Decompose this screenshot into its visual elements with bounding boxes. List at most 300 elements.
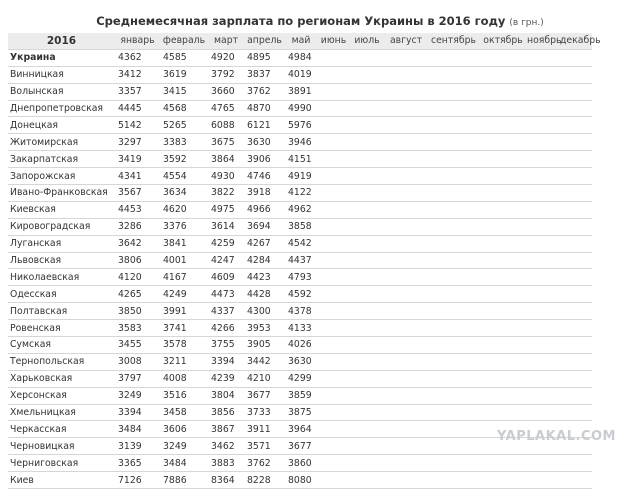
salary-cell: [384, 117, 428, 134]
region-name: Николаевская: [8, 269, 115, 286]
salary-cell: [384, 455, 428, 472]
salary-cell: [527, 472, 560, 489]
salary-cell: 8364: [208, 472, 244, 489]
salary-cell: 4265: [115, 286, 160, 303]
salary-cell: [384, 185, 428, 202]
salary-cell: [428, 83, 479, 100]
salary-cell: [479, 472, 527, 489]
salary-cell: 4966: [244, 201, 285, 218]
salary-cell: 4267: [244, 235, 285, 252]
salary-cell: [428, 303, 479, 320]
salary-cell: [384, 370, 428, 387]
salary-cell: 3249: [115, 387, 160, 404]
salary-cell: [428, 370, 479, 387]
salary-cell: [350, 337, 384, 354]
salary-cell: [350, 49, 384, 66]
salary-cell: [560, 269, 592, 286]
region-name: Донецкая: [8, 117, 115, 134]
salary-cell: [317, 252, 350, 269]
salary-cell: 4019: [285, 66, 317, 83]
salary-cell: [384, 151, 428, 168]
salary-cell: [560, 387, 592, 404]
salary-cell: [428, 134, 479, 151]
table-row: [8, 472, 592, 489]
salary-table: [8, 33, 601, 489]
table-row: [8, 134, 592, 151]
salary-cell: [527, 269, 560, 286]
region-name: Волынская: [8, 83, 115, 100]
salary-cell: 3619: [160, 66, 208, 83]
month-header: апрель: [244, 33, 285, 49]
salary-cell: [560, 455, 592, 472]
salary-cell: [384, 168, 428, 185]
salary-cell: 3856: [208, 404, 244, 421]
salary-cell: [527, 252, 560, 269]
salary-cell: 3918: [244, 185, 285, 202]
salary-cell: [317, 235, 350, 252]
salary-cell: 4453: [115, 201, 160, 218]
salary-cell: [350, 353, 384, 370]
page-title: [0, 14, 640, 28]
salary-cell: 3630: [285, 353, 317, 370]
table-row: [8, 320, 592, 337]
salary-cell: 3211: [160, 353, 208, 370]
salary-cell: [317, 83, 350, 100]
table-row: [8, 286, 592, 303]
month-header: февраль: [160, 33, 208, 49]
salary-cell: 4975: [208, 201, 244, 218]
month-header: март: [208, 33, 244, 49]
salary-cell: [479, 100, 527, 117]
salary-cell: 4765: [208, 100, 244, 117]
salary-cell: [560, 472, 592, 489]
salary-cell: [560, 286, 592, 303]
salary-cell: [350, 421, 384, 438]
salary-cell: [479, 134, 527, 151]
salary-cell: [479, 201, 527, 218]
region-name: Львовская: [8, 252, 115, 269]
salary-cell: [527, 100, 560, 117]
salary-cell: 3571: [244, 438, 285, 455]
salary-cell: [350, 117, 384, 134]
table-row: [8, 252, 592, 269]
salary-cell: [317, 370, 350, 387]
region-name: Кировоградская: [8, 218, 115, 235]
salary-cell: 3516: [160, 387, 208, 404]
table-row: [8, 370, 592, 387]
salary-cell: [428, 472, 479, 489]
salary-cell: [350, 286, 384, 303]
salary-cell: [350, 320, 384, 337]
salary-cell: [428, 235, 479, 252]
salary-cell: 4247: [208, 252, 244, 269]
salary-cell: [350, 303, 384, 320]
salary-cell: [384, 421, 428, 438]
salary-cell: [317, 286, 350, 303]
region-name: Киевская: [8, 201, 115, 218]
salary-cell: 4437: [285, 252, 317, 269]
region-name: Черниговская: [8, 455, 115, 472]
region-name: Черкасская: [8, 421, 115, 438]
salary-cell: [527, 66, 560, 83]
salary-cell: 3578: [160, 337, 208, 354]
salary-cell: 3484: [160, 455, 208, 472]
region-name: Ивано-Франковская: [8, 185, 115, 202]
salary-cell: [317, 303, 350, 320]
salary-cell: [317, 404, 350, 421]
salary-cell: [527, 286, 560, 303]
salary-cell: 3394: [115, 404, 160, 421]
salary-cell: 3642: [115, 235, 160, 252]
salary-cell: [527, 353, 560, 370]
salary-cell: [560, 353, 592, 370]
salary-cell: 4984: [285, 49, 317, 66]
salary-cell: [428, 252, 479, 269]
salary-cell: [479, 252, 527, 269]
salary-cell: 3891: [285, 83, 317, 100]
salary-cell: [527, 168, 560, 185]
salary-cell: 4445: [115, 100, 160, 117]
salary-cell: [384, 49, 428, 66]
salary-cell: 4026: [285, 337, 317, 354]
table-body: [8, 49, 592, 488]
salary-cell: 3797: [115, 370, 160, 387]
salary-cell: [317, 455, 350, 472]
salary-cell: [560, 100, 592, 117]
salary-cell: [384, 134, 428, 151]
salary-cell: 3286: [115, 218, 160, 235]
watermark: YAPLAKAL.COM: [497, 429, 616, 444]
salary-cell: 4284: [244, 252, 285, 269]
salary-cell: [317, 185, 350, 202]
salary-cell: [350, 201, 384, 218]
salary-cell: 4122: [285, 185, 317, 202]
salary-cell: [479, 370, 527, 387]
salary-cell: 3804: [208, 387, 244, 404]
salary-cell: 3442: [244, 353, 285, 370]
salary-cell: [527, 455, 560, 472]
salary-cell: [384, 218, 428, 235]
salary-cell: [384, 252, 428, 269]
salary-cell: [428, 286, 479, 303]
salary-cell: [428, 404, 479, 421]
salary-cell: 3008: [115, 353, 160, 370]
salary-cell: 3455: [115, 337, 160, 354]
salary-cell: [428, 49, 479, 66]
table-row: [8, 100, 592, 117]
salary-cell: [384, 387, 428, 404]
salary-cell: [350, 438, 384, 455]
salary-cell: [384, 404, 428, 421]
salary-cell: 4919: [285, 168, 317, 185]
salary-cell: [317, 421, 350, 438]
salary-cell: [479, 49, 527, 66]
salary-cell: 3755: [208, 337, 244, 354]
salary-cell: [317, 49, 350, 66]
salary-cell: 4793: [285, 269, 317, 286]
salary-cell: 3415: [160, 83, 208, 100]
salary-cell: 8080: [285, 472, 317, 489]
salary-cell: 3741: [160, 320, 208, 337]
salary-cell: [317, 201, 350, 218]
salary-cell: [428, 100, 479, 117]
salary-cell: [317, 353, 350, 370]
salary-cell: [350, 134, 384, 151]
salary-cell: 3677: [244, 387, 285, 404]
salary-cell: [479, 168, 527, 185]
region-name: Закарпатская: [8, 151, 115, 168]
salary-cell: 3419: [115, 151, 160, 168]
salary-cell: 3583: [115, 320, 160, 337]
salary-cell: [560, 201, 592, 218]
salary-cell: [428, 353, 479, 370]
salary-cell: 4895: [244, 49, 285, 66]
salary-cell: 3964: [285, 421, 317, 438]
salary-cell: 4962: [285, 201, 317, 218]
table-row: [8, 337, 592, 354]
salary-cell: [560, 66, 592, 83]
salary-cell: 3297: [115, 134, 160, 151]
salary-cell: 4210: [244, 370, 285, 387]
salary-cell: 4554: [160, 168, 208, 185]
salary-cell: [479, 218, 527, 235]
salary-cell: 4620: [160, 201, 208, 218]
salary-cell: [384, 100, 428, 117]
salary-cell: [350, 151, 384, 168]
salary-cell: [350, 218, 384, 235]
salary-cell: 4990: [285, 100, 317, 117]
salary-cell: 4249: [160, 286, 208, 303]
salary-cell: 4001: [160, 252, 208, 269]
region-name: Запорожская: [8, 168, 115, 185]
salary-cell: 4151: [285, 151, 317, 168]
salary-cell: [428, 455, 479, 472]
salary-cell: 4592: [285, 286, 317, 303]
region-name: Хмельницкая: [8, 404, 115, 421]
salary-cell: 3860: [285, 455, 317, 472]
salary-cell: 5976: [285, 117, 317, 134]
salary-cell: 3484: [115, 421, 160, 438]
salary-cell: 3376: [160, 218, 208, 235]
salary-cell: [317, 151, 350, 168]
salary-cell: 3905: [244, 337, 285, 354]
salary-cell: [428, 117, 479, 134]
salary-cell: 3634: [160, 185, 208, 202]
salary-cell: [527, 404, 560, 421]
salary-cell: [350, 100, 384, 117]
region-name: Одесская: [8, 286, 115, 303]
salary-cell: 3677: [285, 438, 317, 455]
table-row: [8, 353, 592, 370]
salary-cell: [527, 370, 560, 387]
salary-cell: [527, 320, 560, 337]
region-name: Украина: [8, 49, 115, 66]
salary-cell: 7886: [160, 472, 208, 489]
salary-cell: 3606: [160, 421, 208, 438]
salary-cell: 3991: [160, 303, 208, 320]
salary-cell: [527, 117, 560, 134]
salary-cell: 4609: [208, 269, 244, 286]
salary-cell: [350, 370, 384, 387]
salary-cell: [350, 66, 384, 83]
table-row: [8, 168, 592, 185]
salary-cell: [317, 472, 350, 489]
salary-cell: [560, 235, 592, 252]
salary-cell: [479, 286, 527, 303]
salary-cell: [317, 134, 350, 151]
year-header: 2016: [8, 33, 115, 49]
salary-cell: [350, 252, 384, 269]
salary-cell: 4133: [285, 320, 317, 337]
salary-cell: [560, 320, 592, 337]
salary-cell: 3458: [160, 404, 208, 421]
table-row: [8, 185, 592, 202]
salary-cell: 3675: [208, 134, 244, 151]
salary-cell: [317, 269, 350, 286]
salary-cell: [428, 438, 479, 455]
salary-cell: [428, 337, 479, 354]
salary-cell: [384, 303, 428, 320]
salary-cell: [527, 387, 560, 404]
salary-cell: [479, 151, 527, 168]
region-name: Черновицкая: [8, 438, 115, 455]
salary-cell: 3660: [208, 83, 244, 100]
salary-cell: [350, 472, 384, 489]
salary-cell: [350, 168, 384, 185]
salary-cell: [384, 353, 428, 370]
region-name: Киев: [8, 472, 115, 489]
month-header: январь: [115, 33, 160, 49]
salary-cell: 3806: [115, 252, 160, 269]
salary-cell: [560, 404, 592, 421]
salary-cell: [560, 252, 592, 269]
salary-cell: [384, 83, 428, 100]
salary-cell: [527, 235, 560, 252]
table-row: [8, 269, 592, 286]
salary-cell: [384, 201, 428, 218]
salary-cell: 4428: [244, 286, 285, 303]
salary-cell: 4239: [208, 370, 244, 387]
salary-cell: 3850: [115, 303, 160, 320]
salary-cell: [527, 151, 560, 168]
salary-cell: [428, 218, 479, 235]
salary-cell: [527, 185, 560, 202]
salary-cell: 5142: [115, 117, 160, 134]
salary-cell: [479, 117, 527, 134]
salary-cell: [560, 134, 592, 151]
salary-cell: [479, 353, 527, 370]
salary-cell: 3357: [115, 83, 160, 100]
region-name: Тернопольская: [8, 353, 115, 370]
table-row: [8, 455, 592, 472]
region-name: Полтавская: [8, 303, 115, 320]
salary-cell: 3883: [208, 455, 244, 472]
salary-cell: [317, 100, 350, 117]
month-header: май: [285, 33, 317, 49]
salary-cell: [479, 185, 527, 202]
salary-cell: 3859: [285, 387, 317, 404]
table-row: [8, 151, 592, 168]
table-row: [8, 117, 592, 134]
salary-cell: 3822: [208, 185, 244, 202]
region-name: Житомирская: [8, 134, 115, 151]
salary-cell: [384, 269, 428, 286]
table-row: [8, 235, 592, 252]
salary-cell: [317, 387, 350, 404]
salary-cell: 3592: [160, 151, 208, 168]
salary-cell: [479, 387, 527, 404]
salary-cell: [350, 387, 384, 404]
salary-cell: 4341: [115, 168, 160, 185]
salary-cell: 3875: [285, 404, 317, 421]
salary-cell: 3841: [160, 235, 208, 252]
salary-cell: [317, 66, 350, 83]
salary-cell: [317, 168, 350, 185]
region-name: Херсонская: [8, 387, 115, 404]
salary-cell: 3733: [244, 404, 285, 421]
month-header: ноябрь: [527, 33, 560, 49]
salary-cell: 5265: [160, 117, 208, 134]
salary-cell: 3953: [244, 320, 285, 337]
salary-cell: [428, 151, 479, 168]
salary-cell: [527, 201, 560, 218]
salary-cell: 4300: [244, 303, 285, 320]
month-header: декабрь: [560, 33, 592, 49]
salary-cell: [350, 185, 384, 202]
salary-cell: 6088: [208, 117, 244, 134]
salary-cell: [350, 269, 384, 286]
salary-cell: [428, 66, 479, 83]
table-row: [8, 404, 592, 421]
salary-cell: 3614: [208, 218, 244, 235]
table-header-row: [8, 33, 592, 49]
salary-cell: 4920: [208, 49, 244, 66]
salary-cell: [384, 472, 428, 489]
salary-cell: [428, 185, 479, 202]
salary-cell: 3946: [285, 134, 317, 151]
region-name: Винницкая: [8, 66, 115, 83]
salary-cell: [527, 303, 560, 320]
salary-cell: [560, 49, 592, 66]
salary-cell: 3630: [244, 134, 285, 151]
salary-cell: 3792: [208, 66, 244, 83]
salary-cell: [428, 201, 479, 218]
salary-cell: [428, 320, 479, 337]
salary-cell: 3412: [115, 66, 160, 83]
month-header: июнь: [317, 33, 350, 49]
salary-cell: [560, 151, 592, 168]
salary-cell: 4930: [208, 168, 244, 185]
salary-cell: 4473: [208, 286, 244, 303]
month-header: октябрь: [479, 33, 527, 49]
salary-cell: [317, 438, 350, 455]
salary-cell: [350, 404, 384, 421]
salary-cell: [350, 455, 384, 472]
salary-cell: [350, 235, 384, 252]
month-header: август: [384, 33, 428, 49]
salary-cell: 3365: [115, 455, 160, 472]
title-unit: (в грн.): [509, 18, 544, 28]
salary-cell: 3383: [160, 134, 208, 151]
salary-cell: [560, 370, 592, 387]
salary-cell: [384, 235, 428, 252]
region-name: Ровенская: [8, 320, 115, 337]
salary-cell: [317, 218, 350, 235]
salary-cell: 7126: [115, 472, 160, 489]
salary-cell: 4423: [244, 269, 285, 286]
table-row: [8, 387, 592, 404]
salary-cell: 3867: [208, 421, 244, 438]
